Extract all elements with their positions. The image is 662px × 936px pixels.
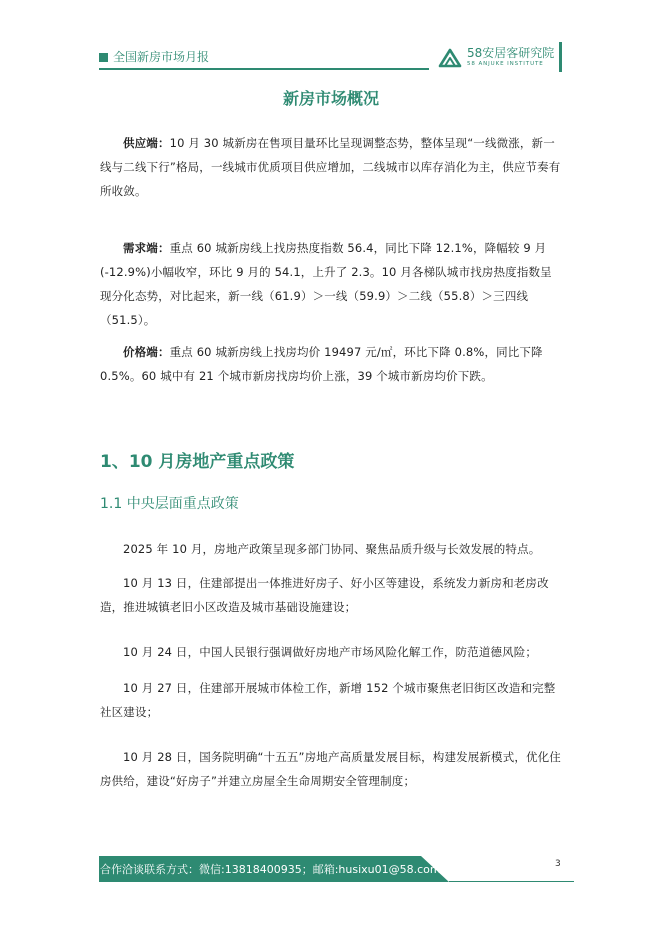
supply-text: 10 月 30 城新房在售项目量环比呈现调整态势，整体呈现“一线微涨，新一线与二线下行”格局，一线城市优质项目供应增加，二线城市以库存消化为主，供应节奏有所收敛。 — [100, 136, 561, 198]
policy-paragraph: 10 月 27 日，住建部开展城市体检工作，新增 152 个城市聚焦老旧街区改造和完整社区建设； — [100, 681, 556, 719]
section-heading: 1、10 月房地产重点政策 — [100, 452, 295, 472]
brand-logo — [438, 44, 558, 72]
subsection-heading: 1.1 中央层面重点政策 — [100, 496, 239, 512]
supply-paragraph — [100, 131, 562, 203]
header-accent-bar — [559, 42, 562, 72]
house-logo-icon — [438, 46, 462, 68]
policy-paragraph: 10 月 13 日，住建部提出一体推进好房子、好小区等建设，系统发力新房和老房改造，推进城镇老旧小区改造及城市基础设施建设； — [100, 576, 549, 614]
demand-text: 重点 60 城新房线上找房热度指数 56.4，同比下降 12.1%，降幅较 9 月(-12.9%)小幅收窄，环比 9 月的 54.1，上升了 2.3。10 月各梯队城市找房热度指数呈现分化态势，对比起来，新一线（61.9）＞一线（59.9）＞二线（55.8）＞三四线（51.5）。 — [100, 241, 552, 327]
policy-paragraph: 2025 年 10 月，房地产政策呈现多部门协同、聚焦品质升级与长效发展的特点。 — [123, 542, 541, 556]
header-divider — [99, 68, 429, 70]
price-text: 重点 60 城新房线上找房均价 19497 元/㎡，环比下降 0.8%，同比下降 0.5%。60 城中有 21 个城市新房找房均价上涨，39 个城市新房均价下跌。 — [100, 345, 543, 383]
header-square-icon — [99, 53, 108, 62]
demand-label: 需求端： — [123, 241, 170, 255]
footer-contact: 合作洽谈联系方式：微信:13818400935；邮箱:husixu01@58.com； — [100, 863, 452, 876]
logo-main-text: 58安居客研究院 — [467, 46, 555, 60]
report-title: 全国新房市场月报 — [113, 50, 210, 64]
overview-title: 新房市场概况 — [282, 89, 379, 108]
demand-paragraph — [100, 236, 562, 332]
price-label: 价格端： — [123, 345, 170, 359]
supply-label: 供应端： — [123, 136, 170, 150]
policy-paragraph: 10 月 28 日，国务院明确“十五五”房地产高质量发展目标，构建发展新模式，优化住房供给，建设“好房子”并建立房屋全生命周期安全管理制度； — [100, 750, 561, 788]
page-number: 3 — [555, 859, 561, 869]
price-paragraph — [100, 340, 562, 388]
logo-sub-text: 58 ANJUKE INSTITUTE — [467, 61, 544, 67]
policy-paragraph: 10 月 24 日，中国人民银行强调做好房地产市场风险化解工作，防范道德风险； — [123, 645, 538, 659]
